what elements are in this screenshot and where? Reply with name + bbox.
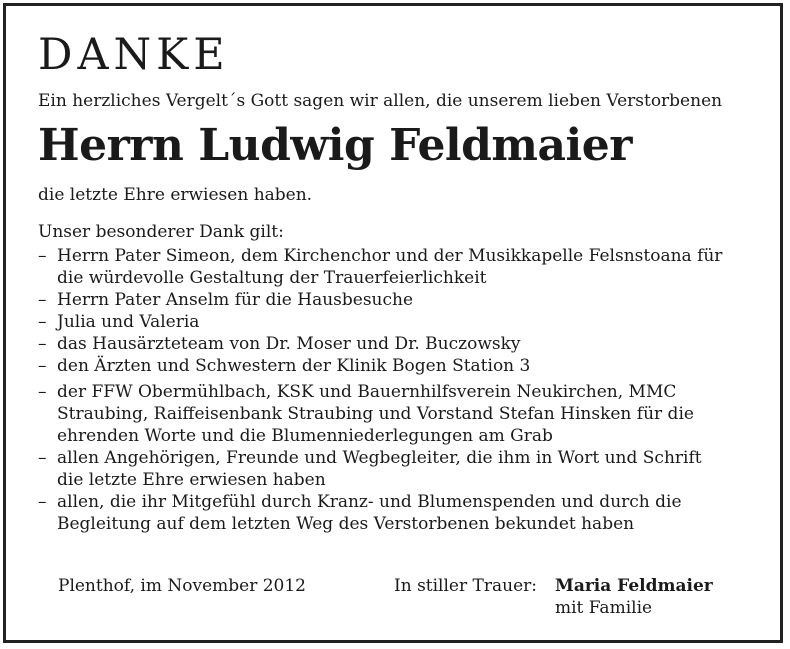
list-dash: – [38, 356, 47, 376]
thanks-line: allen Angehörigen, Freunde und Wegbegleiter, die ihm in Wort und Schrift [57, 448, 702, 468]
list-dash: – [38, 382, 47, 402]
family-text: mit Familie [555, 598, 653, 618]
thanks-list [38, 245, 768, 535]
thanks-list-item [38, 333, 768, 355]
thanks-line: ehrenden Worte und die Blumenniederlegungen am Grab [57, 426, 553, 446]
thanks-list-item [38, 491, 768, 535]
thanks-line: die würdevolle Gestaltung der Trauerfeierlichkeit [57, 268, 487, 288]
thanks-line: Herrn Pater Simeon, dem Kirchenchor und der Musikkapelle Felsnstoana für [57, 246, 723, 266]
notice-heading: DANKE [38, 30, 230, 80]
list-dash: – [38, 312, 47, 332]
thanks-list-item [38, 289, 768, 311]
thanks-line: Straubing, Raiffeisenbank Straubing und Vorstand Stefan Hinsken für die [57, 404, 694, 424]
mourner-name: Maria Feldmaier [555, 576, 713, 596]
list-dash: – [38, 334, 47, 354]
mourning-label: In stiller Trauer: [394, 576, 537, 596]
place-date: Plenthof, im November 2012 [58, 576, 306, 596]
thanks-line: allen, die ihr Mitgefühl durch Kranz- und Blumenspenden und durch die [57, 492, 682, 512]
list-dash: – [38, 492, 47, 512]
thanks-line: Begleitung auf dem letzten Weg des Verstorbenen bekundet haben [57, 514, 635, 534]
thanks-line: Herrn Pater Anselm für die Hausbesuche [57, 290, 414, 310]
notice-content [38, 30, 768, 535]
thanks-line: Julia und Valeria [57, 312, 200, 332]
thanks-heading: Unser besonderer Dank gilt: [38, 222, 284, 242]
thanks-line: die letzte Ehre erwiesen haben [57, 470, 326, 490]
thanks-line: das Hausärzteteam von Dr. Moser und Dr. Buczowsky [57, 334, 521, 354]
list-dash: – [38, 290, 47, 310]
thanks-list-item [38, 311, 768, 333]
list-dash: – [38, 448, 47, 468]
thanks-list-item [38, 381, 768, 447]
intro-text: Ein herzliches Vergelt´s Gott sagen wir allen, die unserem lieben Verstorbenen [38, 91, 723, 111]
deceased-name: Herrn Ludwig Feldmaier [38, 120, 632, 171]
thanks-list-item [38, 447, 768, 491]
thanks-list-item [38, 245, 768, 289]
thanks-line: den Ärzten und Schwestern der Klinik Bogen Station 3 [57, 356, 531, 376]
list-dash: – [38, 246, 47, 266]
thanks-line: der FFW Obermühlbach, KSK und Bauernhilfsverein Neukirchen, MMC [57, 382, 677, 402]
thanks-list-item [38, 355, 768, 377]
after-name-text: die letzte Ehre erwiesen haben. [38, 185, 313, 205]
